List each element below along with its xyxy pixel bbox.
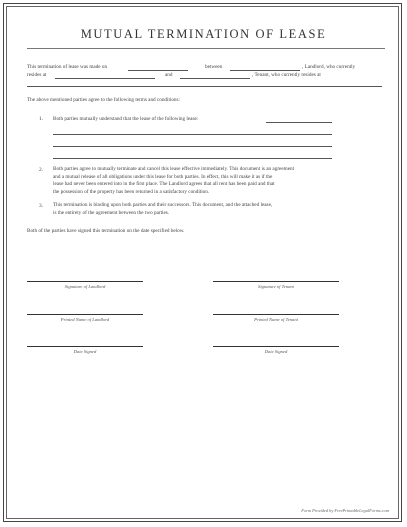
landlord-signature-label: Signature of Landlord (64, 284, 106, 289)
term-1-text: Both parties mutually understand that the lease of the following lease: (53, 116, 199, 122)
tenant-signature-line[interactable] (213, 281, 339, 282)
term-2-line: and a mutual release of all obligations under this lease for both parties. In effect, this will make it as if the (53, 173, 273, 180)
tenant-date-line[interactable] (213, 346, 339, 347)
intro-line2-c: , Tenant, who currently resides at (252, 72, 321, 78)
landlord-printed-name-line[interactable] (27, 314, 143, 315)
landlord-date-label: Date Signed (73, 349, 97, 354)
form-provider-footer: Form Provided by FreePrintableLegalForms.com (301, 508, 389, 513)
tenant-name-blank[interactable] (180, 78, 250, 79)
intro-line1-b: between (205, 64, 223, 70)
lease-description-blank-1[interactable] (266, 122, 332, 123)
lease-description-blank-2[interactable] (53, 134, 332, 135)
date-blank[interactable] (128, 70, 188, 71)
tenant-printed-name-label: Printed Name of Tenant (254, 317, 298, 322)
landlord-printed-name-label: Printed Name of Landlord (60, 317, 110, 322)
term-3-line: is the entirety of the agreement between the two parties. (53, 209, 170, 216)
tenant-date-label: Date Signed (264, 349, 288, 354)
landlord-address-blank[interactable] (55, 78, 155, 79)
lease-description-blank-3[interactable] (53, 146, 332, 147)
term-2-line: the possession of the property has been returned in a satisfactory condition. (53, 188, 210, 195)
agreement-intro: The above mentioned parties agree to the following terms and conditions: (27, 97, 180, 103)
lease-description-blank-4[interactable] (53, 158, 332, 159)
term-2-number: 2. (39, 167, 44, 173)
tenant-printed-name-line[interactable] (213, 314, 339, 315)
intro-line2-a: resides at (27, 72, 47, 78)
term-1-number: 1. (39, 116, 44, 122)
closing-statement: Both of the parties have signed this termination on the date specified below. (27, 228, 185, 234)
landlord-signature-line[interactable] (27, 281, 143, 282)
document-title: MUTUAL TERMINATION OF LEASE (80, 27, 327, 41)
tenant-address-blank[interactable] (27, 86, 382, 87)
term-2-paragraph (53, 166, 294, 196)
intro-line2-b: and (165, 72, 173, 78)
term-3-number: 3. (39, 203, 44, 209)
intro-line1-c: , Landlord, who currently (302, 64, 356, 70)
inner-border (6, 6, 399, 519)
landlord-date-line[interactable] (27, 346, 143, 347)
title-underline (27, 48, 385, 49)
term-3-line: This termination is binding upon both parties and their successors. This document, and the attached lease, (53, 202, 273, 208)
tenant-signature-label: Signature of Tenant (258, 284, 294, 289)
term-2-line: Both parties agree to mutually terminate and cancel this lease effective immediately. This document is an agreement (53, 166, 295, 172)
intro-line1-a: This termination of lease was made on (27, 64, 108, 70)
term-3-paragraph (53, 202, 272, 217)
term-2-line: lease had never been entered into in the first place. The Landlord agrees that all rent has been paid and that (53, 181, 275, 188)
landlord-name-blank[interactable] (230, 70, 300, 71)
